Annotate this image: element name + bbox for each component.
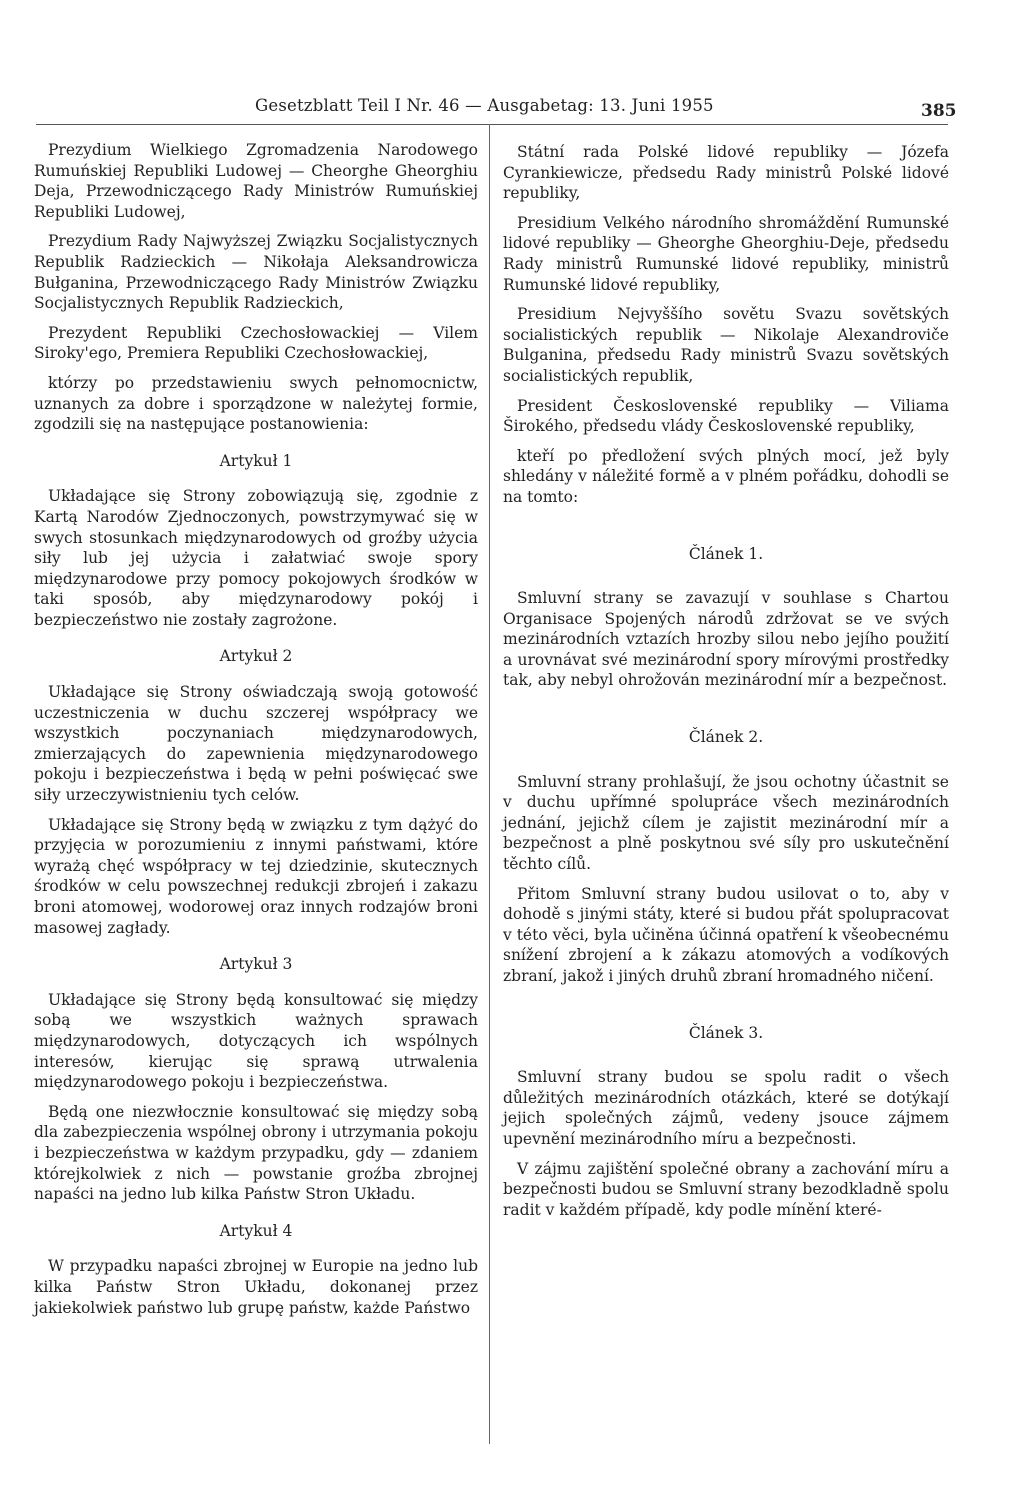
left-column-polish	[34, 140, 478, 1318]
paragraph: Układające się Strony będą konsultować się między sobą we wszystkich ważnych sprawach międzynarodowych, dotyczących ich wspólnych interesów, kierując się sprawą utrwalenia międzynarodowego pokoju i bezpieczeństwa.	[34, 990, 478, 1092]
running-header: Gesetzblatt Teil I Nr. 46 — Ausgabetag: 13. Juni 1955	[255, 96, 714, 115]
paragraph: Będą one niezwłocznie konsultować się między sobą dla zabezpieczenia wspólnej obrony i utrzymania pokoju i bezpieczeństwa w każdym przypadku, gdy — zdaniem którejkolwiek z nich — powstanie groźba zbrojnej napaści na jedno lub kilka Państw Stron Układu.	[34, 1102, 478, 1204]
article-heading: Článek 3.	[688, 1023, 764, 1042]
article-heading: Artykuł 4	[219, 1221, 293, 1240]
page-number: 385	[921, 101, 957, 121]
article-heading: Artykuł 2	[219, 647, 293, 666]
paragraph: V zájmu zajištění společné obrany a zachování míru a bezpečnosti budou se Smluvní strany bezodkladně spolu radit v každém případě, kdy podle mínění které-	[503, 1159, 949, 1219]
paragraph: Státní rada Polské lidové republiky — Józefa Cyrankiewicze, předsedu Rady ministrů Polské lidové republiky,	[503, 143, 949, 203]
article-heading: Článek 2.	[688, 728, 764, 747]
right-column-czech	[503, 142, 949, 1220]
paragraph: Presidium Velkého národního shromáždění Rumunské lidové republiky — Gheorghe Gheorghiu-Deje, předsedu Rady ministrů Rumunské lidové republiky, ministrů Rumunské lidové republiky,	[503, 213, 949, 294]
paragraph: Smluvní strany budou se spolu radit o všech důležitých mezinárodních otázkách, které se dotýkají jejich společných zájmů, vedeny jsouce zájmem upevnění mezinárodního míru a bezpečnosti.	[503, 1068, 949, 1148]
header-rule	[36, 124, 948, 125]
paragraph: Prezydium Wielkiego Zgromadzenia Narodowego Rumuńskiej Republiki Ludowej — Cheorghe Gheorghiu Deja, Przewodniczącego Rady Ministrów Rumuńskiej Republiki Ludowej,	[34, 141, 478, 221]
paragraph: Smluvní strany prohlašují, že jsou ochotny účastnit se v duchu upřímné spolupráce všech mezinárodních jednání, jejichž cílem je zajistit mezinárodní mír a bezpečnost a plně poskytnou své síly pro uskutečnění těchto cílů.	[503, 772, 949, 874]
paragraph: Presidium Nejvyššího sovětu Svazu sovětských socialistických republik — Nikolaje Alexandroviče Bulganina, předsedu Rady ministrů Svazu sovětských socialistických republik,	[503, 305, 949, 385]
article-heading: Artykuł 3	[219, 955, 293, 974]
paragraph: Układające się Strony oświadczają swoją gotowość uczestniczenia w duchu szczerej współpracy we wszystkich poczynaniach międzynarodowych, zmierzających do zapewnienia międzynarodowego pokoju i bezpieczeństwa i będą w pełni poświęcać swe siły urzeczywistnieniu tych celów.	[34, 683, 478, 805]
paragraph: W przypadku napaści zbrojnej w Europie na jedno lub kilka Państw Stron Układu, dokonanej przez jakiekolwiek państwo lub grupę państw, każde Państwo	[34, 1257, 478, 1317]
paragraph: Přitom Smluvní strany budou usilovat o to, aby v dohodě s jinými státy, které si budou přát spolupracovat v této věci, byla učiněna účinná opatření k všeobecnému snížení zbrojení a k zákazu atomových a vodíkových zbraní, jakož i jiných druhů zbraní hromadného ničení.	[503, 884, 949, 985]
paragraph: którzy po przedstawieniu swych pełnomocnictw, uznanych za dobre i sporządzone w należytej formie, zgodzili się na następujące postanowienia:	[34, 373, 478, 434]
paragraph: Prezydent Republiki Czechosłowackiej — Vilem Siroky'ego, Premiera Republiki Czechosłowackiej,	[34, 323, 478, 363]
paragraph: kteří po předložení svých plných mocí, jež byly shledány v náležité formě a v plném pořádku, dohodli se na tomto:	[503, 446, 949, 506]
paragraph: Układające się Strony zobowiązują się, zgodnie z Kartą Narodów Zjednoczonych, powstrzymywać się w swych stosunkach międzynarodowych od groźby użycia siły lub jej użycia i załatwiać swoje spory międzynarodowe przy pomocy pokojowych środków w taki sposób, aby międzynarodowy pokój i bezpieczeństwo nie zostały zagrożone.	[34, 487, 478, 629]
column-divider	[489, 124, 490, 1444]
paragraph: Prezydium Rady Najwyższej Związku Socjalistycznych Republik Radzieckich — Nikołaja Aleksandrowicza Bułganina, Przewodniczącego Rady Ministrów Związku Socjalistycznych Republik Radzieckich,	[34, 232, 478, 313]
article-heading: Článek 1.	[688, 544, 764, 563]
paragraph: President Československé republiky — Viliama Širokého, předsedu vlády Československé republiky,	[503, 396, 949, 436]
paragraph: Smluvní strany se zavazují v souhlase s Chartou Organisace Spojených národů zdržovat se ve svých mezinárodních vztazích hrozby silou nebo jejího použití a urovnávat své mezinárodní spory mírovými prostředky tak, aby nebyl ohrožován mezinárodní mír a bezpečnost.	[503, 589, 949, 690]
paragraph: Układające się Strony będą w związku z tym dążyć do przyjęcia w porozumieniu z innymi państwami, które wyrażą chęć współpracy w tej dziedzinie, skutecznych środków w celu powszechnej redukcji zbrojeń i zakazu broni atomowej, wodorowej oraz innych rodzajów broni masowej zagłady.	[34, 815, 478, 937]
article-heading: Artykuł 1	[219, 451, 293, 470]
